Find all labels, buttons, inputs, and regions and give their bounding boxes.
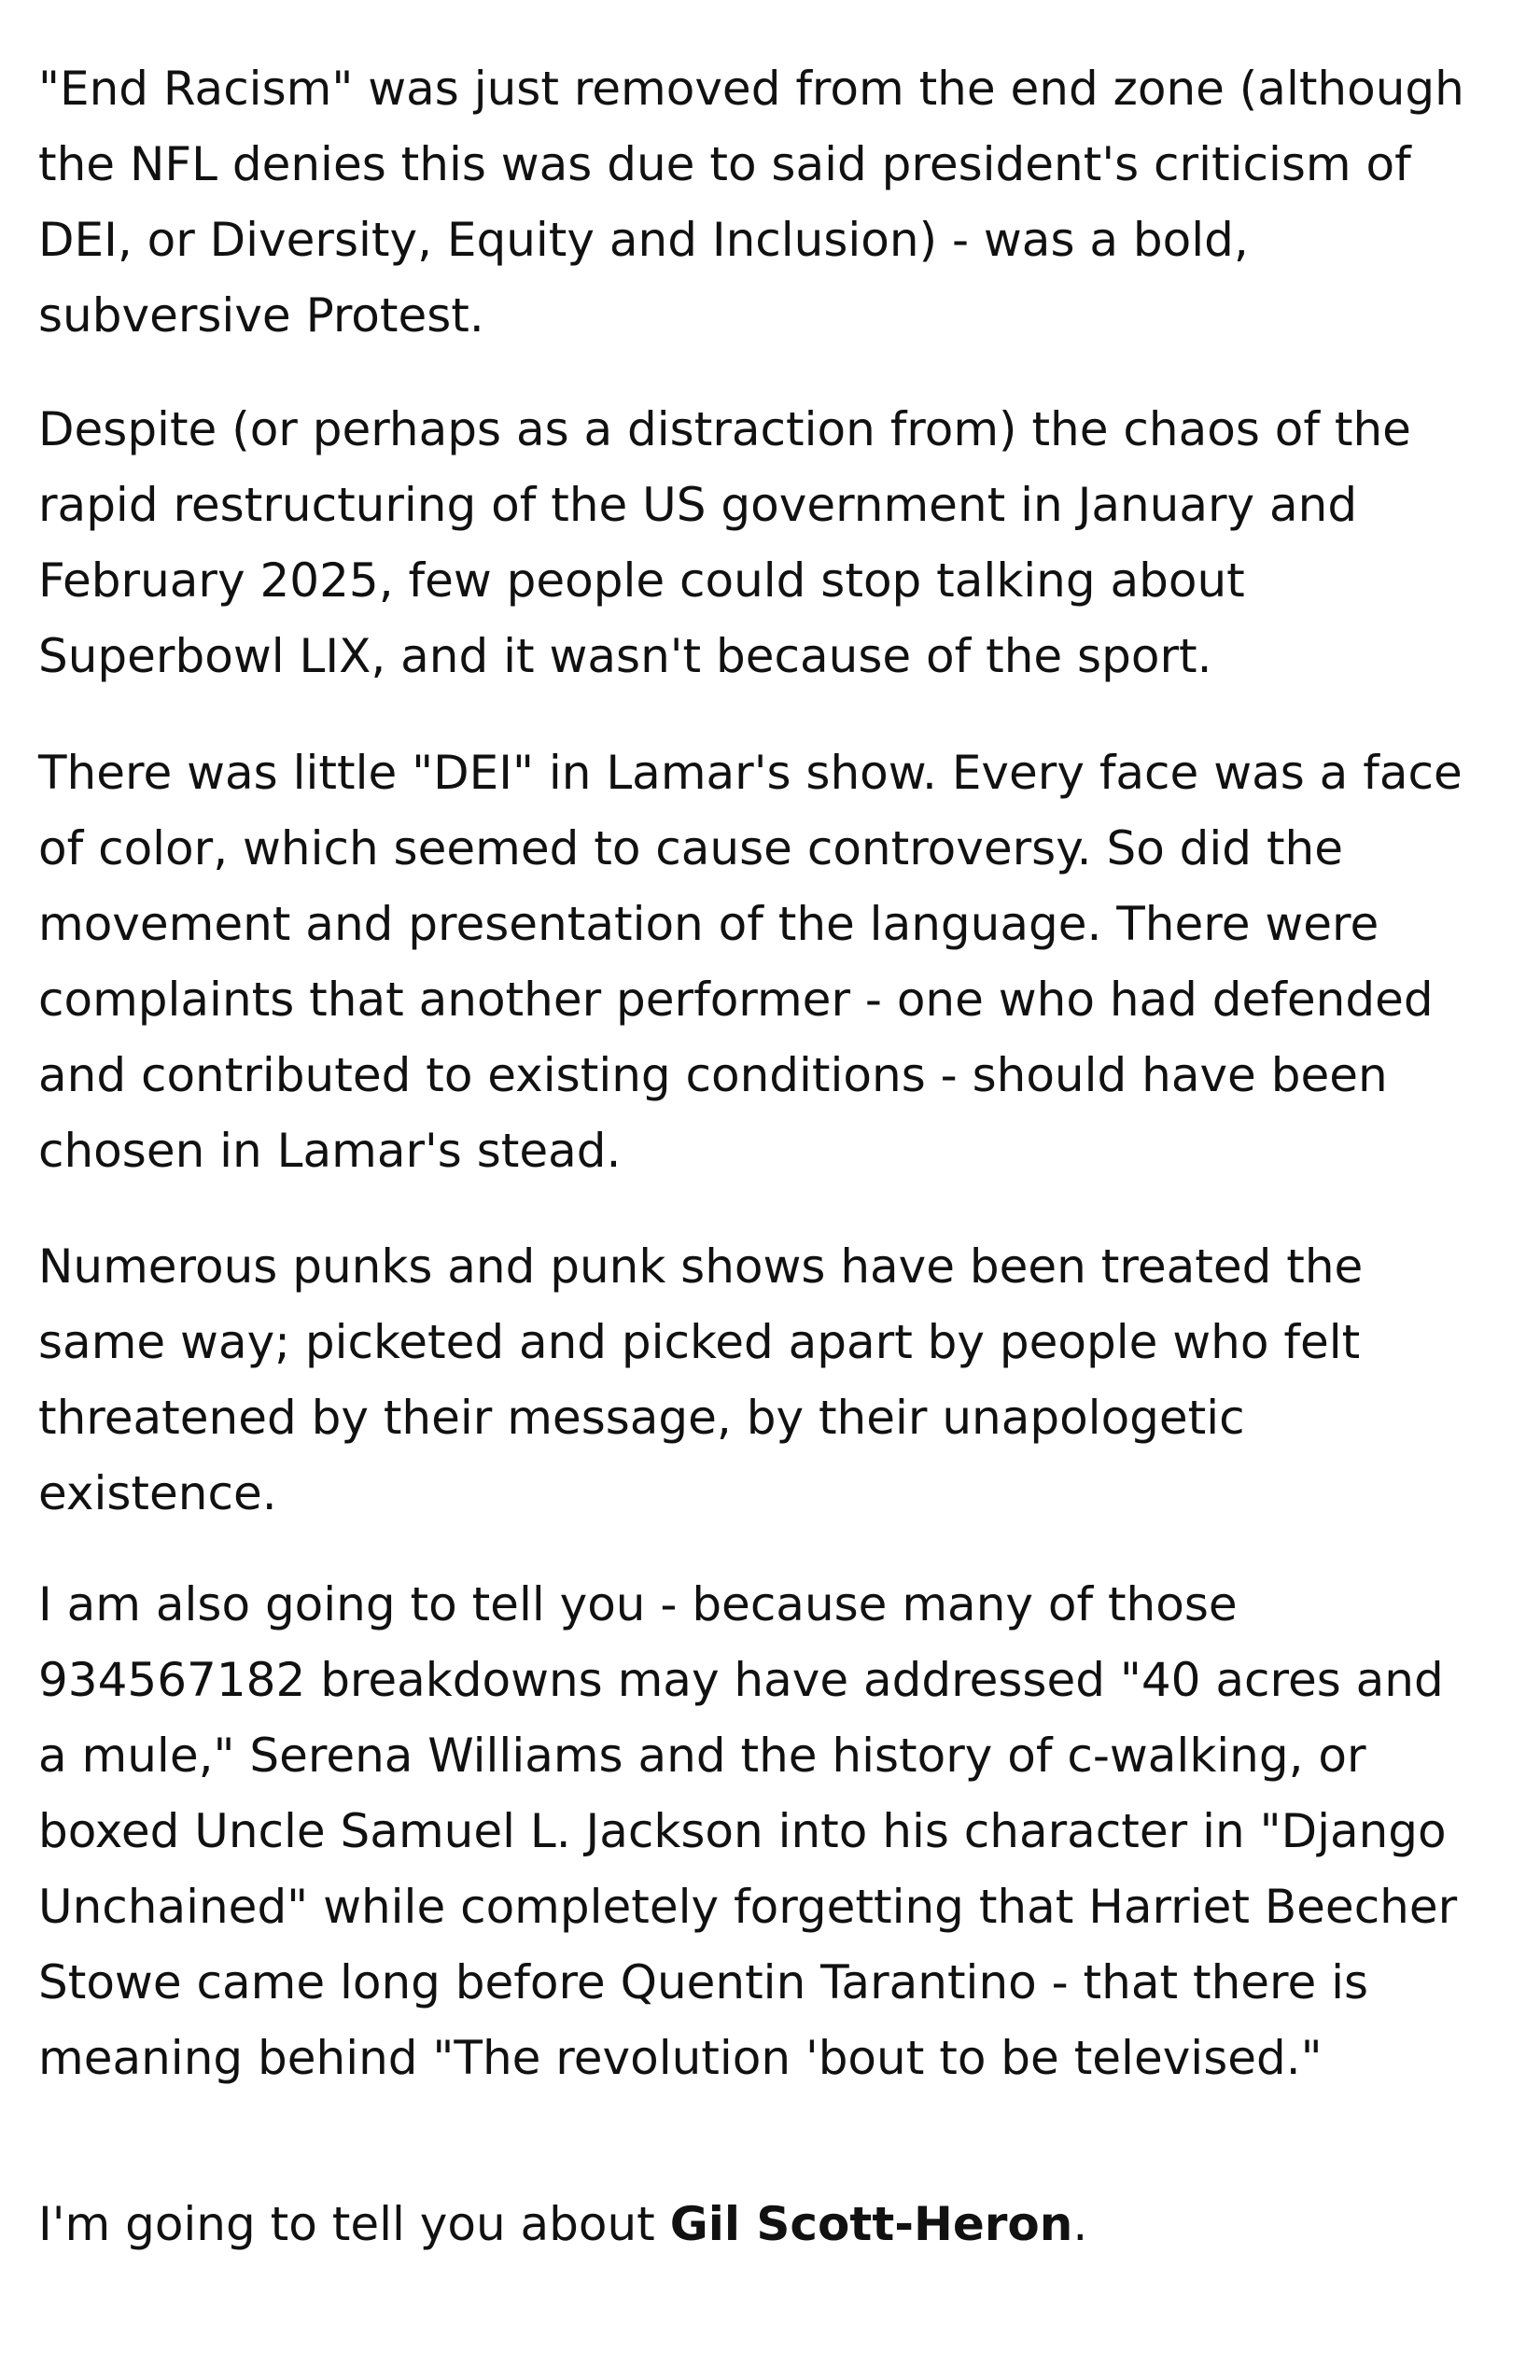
closing-prefix: I'm going to tell you about <box>38 2197 670 2251</box>
paragraph-end-racism: "End Racism" was just removed from the end zone (although the NFL denies this was due to said president's criticism of DEI, or Diversity, Equity and Inclusion) - was a bold, subversive Protest. <box>38 62 1464 343</box>
paragraph-punks: Numerous punks and punk shows have been treated the same way; picketed and picked apart by people who felt threatened by their message, by their unapologetic existence. <box>38 1239 1364 1520</box>
closing-suffix: . <box>1072 2197 1088 2251</box>
paragraph-closing <box>38 2187 1476 2262</box>
person-name: Gil Scott-Heron <box>669 2197 1073 2251</box>
paragraph-despite: Despite (or perhaps as a distraction from) the chaos of the rapid restructuring of the US government in January and February 2025, few people could stop talking about Superbowl LIX, and it wasn't because of the sport. <box>38 402 1411 683</box>
paragraph-little-dei: There was little "DEI" in Lamar's show. Every face was a face of color, which seemed to cause controversy. So did the movement and presentation of the language. There were complaints that another performer - one who had defended and contributed to existing conditions - should have been chosen in Lamar's stead. <box>38 746 1463 1178</box>
paragraph-also-going: I am also going to tell you - because many of those 934567182 breakdowns may have addressed "40 acres and a mule," Serena Williams and the history of c-walking, or boxed Uncle Samuel L. Jackson into his character in "Django Unchained" while completely forgetting that Harriet Beecher Stowe came long before Quentin Tarantino - that there is meaning behind "The revolution 'bout to be televised." <box>38 1577 1458 2085</box>
